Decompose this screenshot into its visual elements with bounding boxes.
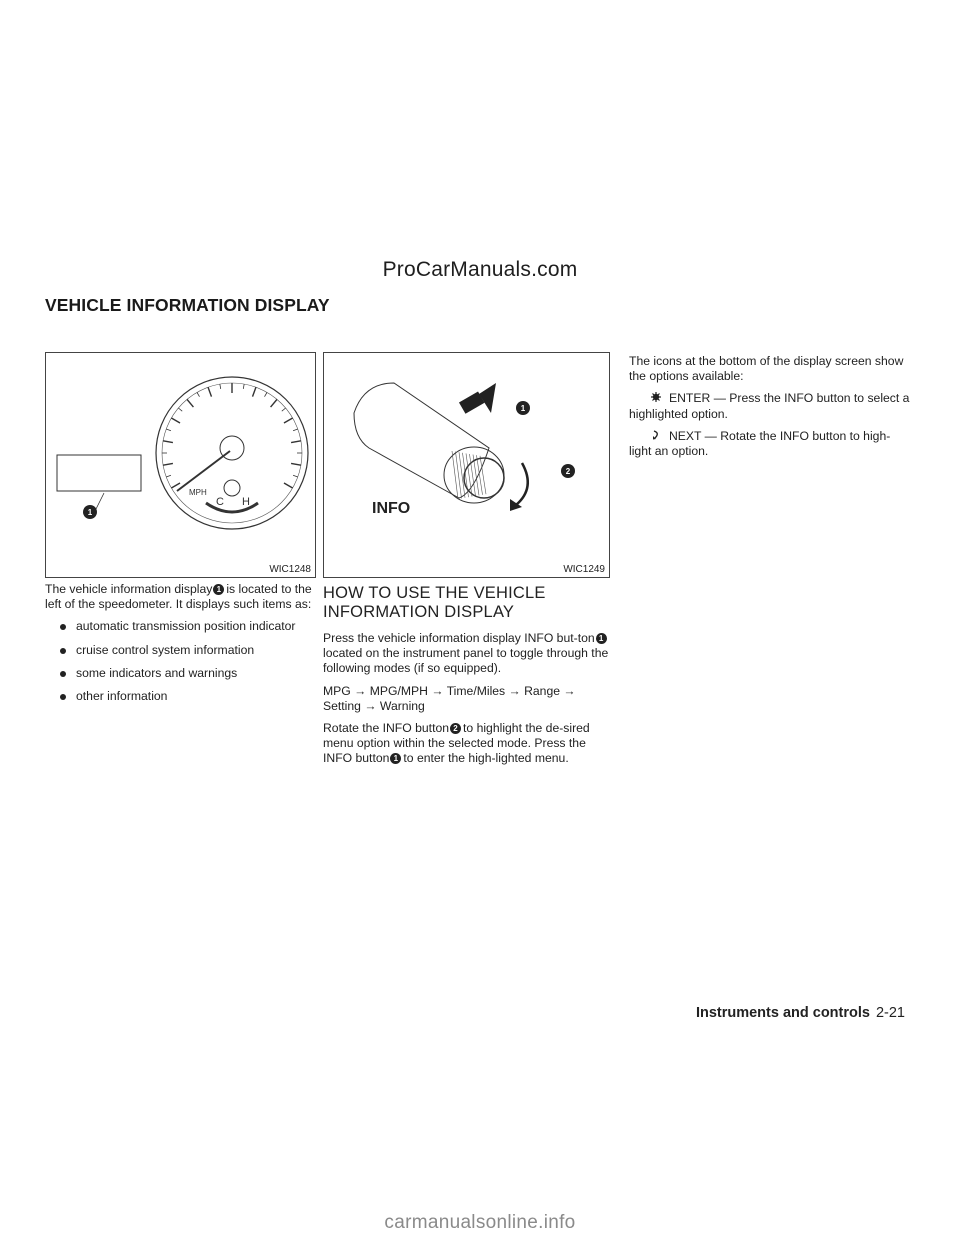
temp-gauge-hub bbox=[224, 480, 240, 496]
speedometer-illustration bbox=[46, 353, 315, 577]
gauge-tick bbox=[163, 463, 173, 465]
list-item: cruise control system information bbox=[45, 643, 317, 658]
callout-number-2: 2 bbox=[565, 467, 571, 476]
gauge-tick bbox=[291, 441, 301, 443]
figure-label-2: WIC1249 bbox=[563, 564, 605, 575]
callout-ref-1: 1 bbox=[390, 753, 401, 764]
info-button-illustration bbox=[324, 353, 609, 577]
gauge-tick bbox=[265, 392, 268, 396]
gauge-unit: MPH bbox=[189, 488, 207, 497]
callout-number-1: 1 bbox=[87, 508, 93, 517]
bullet-icon bbox=[60, 694, 66, 700]
bullet-icon bbox=[60, 648, 66, 654]
temp-hot-label: H bbox=[242, 496, 250, 508]
gauge-tick bbox=[243, 384, 244, 389]
gauge-tick bbox=[208, 387, 211, 396]
how-to-heading: HOW TO USE THE VEHICLE INFORMATION DISPLAY bbox=[323, 584, 546, 621]
gauge-tick bbox=[187, 399, 193, 407]
gauge-tick bbox=[171, 418, 180, 423]
knurl-line bbox=[452, 451, 458, 499]
knurl-line bbox=[456, 452, 462, 499]
modes-sequence: MPG → MPG/MPH → Time/Miles → Range → Setting → Warning bbox=[323, 683, 576, 713]
watermark-bottom: carmanualsonline.info bbox=[384, 1212, 576, 1233]
gauge-needle bbox=[177, 451, 230, 491]
gauge-tick bbox=[178, 408, 182, 411]
gauge-tick bbox=[284, 418, 293, 423]
gauge-tick bbox=[166, 475, 171, 477]
gauge-tick bbox=[291, 463, 301, 465]
knurl-line bbox=[477, 455, 483, 495]
gauge-tick bbox=[293, 475, 298, 477]
temp-cold-label: C bbox=[216, 496, 224, 508]
knurl-line bbox=[480, 456, 486, 494]
display-items-list bbox=[45, 619, 317, 704]
gauge-tick bbox=[197, 392, 200, 396]
callout-number-1: 1 bbox=[520, 404, 526, 413]
gauge-tick bbox=[282, 408, 286, 411]
gauge-tick bbox=[253, 387, 256, 396]
info-button-face bbox=[464, 458, 504, 498]
next-option: NEXT — Rotate the INFO button to high-light an option. bbox=[629, 428, 891, 459]
gauge-tick bbox=[284, 483, 293, 488]
list-item: some indicators and warnings bbox=[45, 666, 317, 681]
footer-section-name: Instruments and controls bbox=[695, 1005, 870, 1021]
gauge-inner-ring bbox=[162, 383, 302, 523]
next-rotate-arrow-icon bbox=[651, 429, 661, 444]
callout-ref-1: 1 bbox=[596, 633, 607, 644]
intro-paragraph: The vehicle information display 1 is located to the left of the speedometer. It displays such items as: bbox=[45, 582, 312, 612]
bullet-icon bbox=[60, 624, 66, 630]
callout-ref-1: 1 bbox=[213, 584, 224, 595]
bullet-icon bbox=[60, 671, 66, 677]
temp-gauge-arc bbox=[206, 503, 258, 512]
figure-speedometer bbox=[45, 352, 316, 578]
enter-option: ENTER — Press the INFO button to select a highlighted option. bbox=[629, 391, 910, 421]
column-3-text bbox=[629, 354, 912, 466]
gauge-tick bbox=[293, 429, 298, 431]
callout-ref-2: 2 bbox=[450, 723, 461, 734]
column-1-text bbox=[45, 582, 317, 712]
callout-leader-1 bbox=[96, 493, 104, 509]
column-2-text bbox=[323, 584, 610, 774]
rotate-arrow bbox=[516, 463, 528, 505]
figure-label-1: WIC1248 bbox=[269, 564, 311, 575]
watermark-top: ProCarManuals.com bbox=[382, 258, 578, 281]
section-title: VEHICLE INFORMATION DISPLAY bbox=[45, 295, 330, 315]
information-display-box bbox=[57, 455, 141, 491]
gauge-tick bbox=[166, 429, 171, 431]
icons-intro-paragraph: The icons at the bottom of the display screen show the options available: bbox=[629, 354, 904, 384]
gauge-tick bbox=[171, 483, 180, 488]
gauge-tick bbox=[163, 441, 173, 443]
page-footer bbox=[696, 1005, 905, 1021]
figure-info-button bbox=[323, 352, 610, 578]
modes-intro-paragraph: Press the vehicle information display INFO but-ton 1located on the instrument panel to toggle through the following modes (if so equipped). bbox=[323, 631, 609, 676]
rotate-paragraph: Rotate the INFO button 2 to highlight the de-sired menu option within the selected mode. Press the INFO button 1 to enter the high-lighted menu. bbox=[323, 721, 590, 766]
gauge-tick bbox=[271, 399, 277, 407]
enter-star-icon bbox=[651, 391, 661, 406]
page-number: 2-21 bbox=[875, 1005, 905, 1021]
gauge-outer-ring bbox=[156, 377, 308, 529]
gauge-tick bbox=[220, 384, 221, 389]
list-item: automatic transmission position indicator bbox=[45, 619, 317, 634]
info-label: INFO bbox=[372, 500, 411, 517]
list-item: other information bbox=[45, 689, 317, 704]
